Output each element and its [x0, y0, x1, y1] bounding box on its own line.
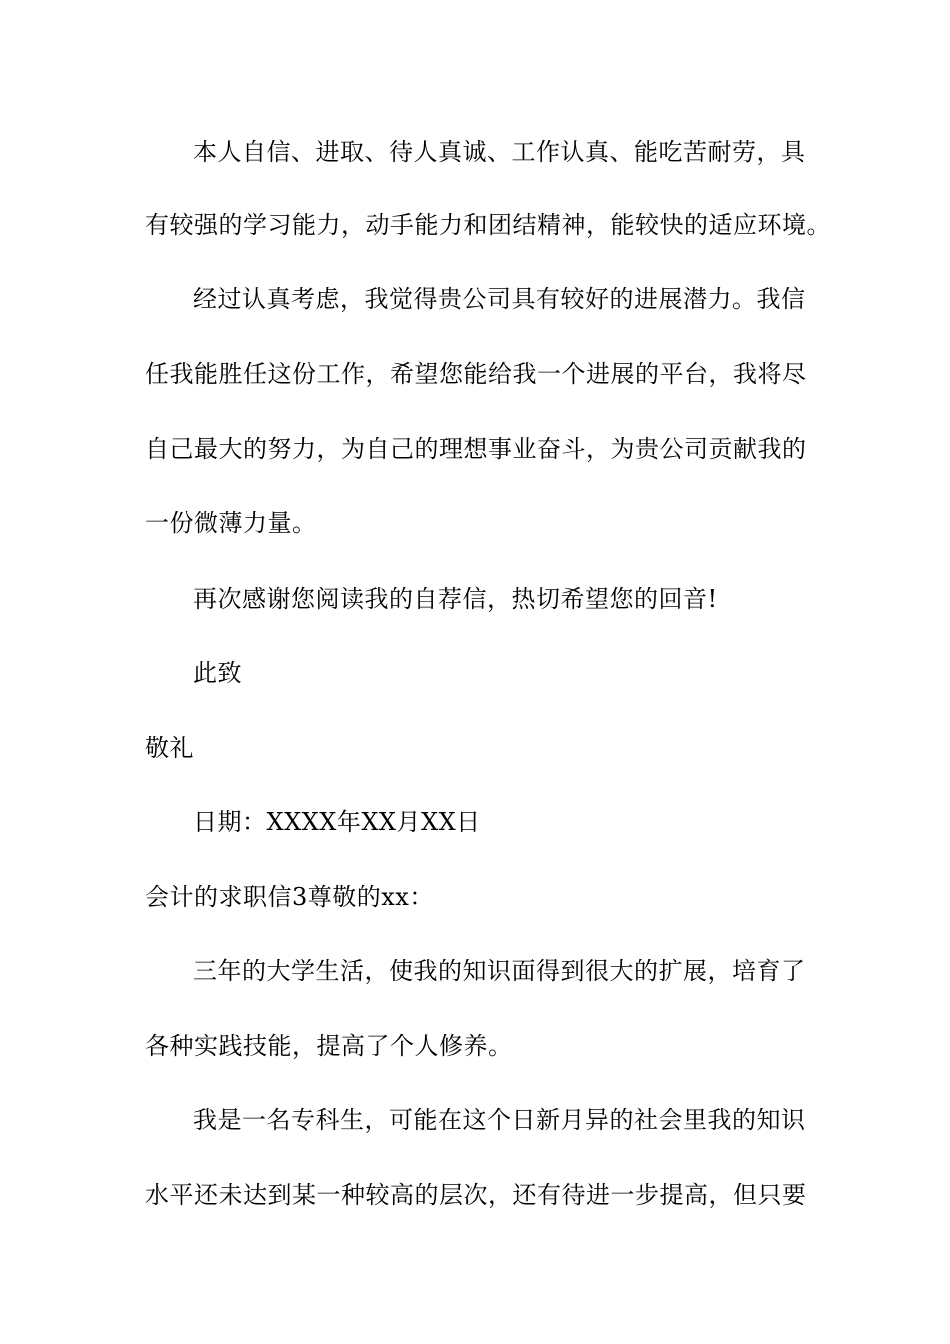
paragraph-line: 一份微薄力量。 [145, 509, 317, 537]
paragraph-line: 再次感谢您阅读我的自荐信，热切希望您的回音! [193, 585, 718, 613]
closing-regards: 敬礼 [145, 734, 194, 762]
section-heading: 会计的求职信3尊敬的xx： [145, 883, 434, 911]
paragraph-line: 本人自信、进取、待人真诚、工作认真、能吃苦耐劳，具 [193, 138, 806, 166]
closing-salutation: 此致 [193, 659, 242, 687]
paragraph-line: 自己最大的努力，为自己的理想事业奋斗，为贵公司贡献我的 [145, 435, 807, 463]
paragraph-line: 各种实践技能，提高了个人修养。 [145, 1032, 513, 1060]
paragraph-line: 任我能胜任这份工作，希望您能给我一个进展的平台，我将尽 [145, 360, 807, 388]
paragraph-line: 有较强的学习能力，动手能力和团结精神，能较快的适应环境。 [145, 211, 831, 239]
paragraph-line: 水平还未达到某一种较高的层次，还有待进一步提高，但只要 [145, 1181, 807, 1209]
paragraph-line: 经过认真考虑，我觉得贵公司具有较好的进展潜力。我信 [193, 285, 806, 313]
date-line: 日期：XXXX年XX月XX日 [193, 808, 481, 836]
paragraph-line: 我是一名专科生，可能在这个日新月异的社会里我的知识 [193, 1106, 806, 1134]
paragraph-line: 三年的大学生活，使我的知识面得到很大的扩展，培育了 [193, 957, 806, 985]
